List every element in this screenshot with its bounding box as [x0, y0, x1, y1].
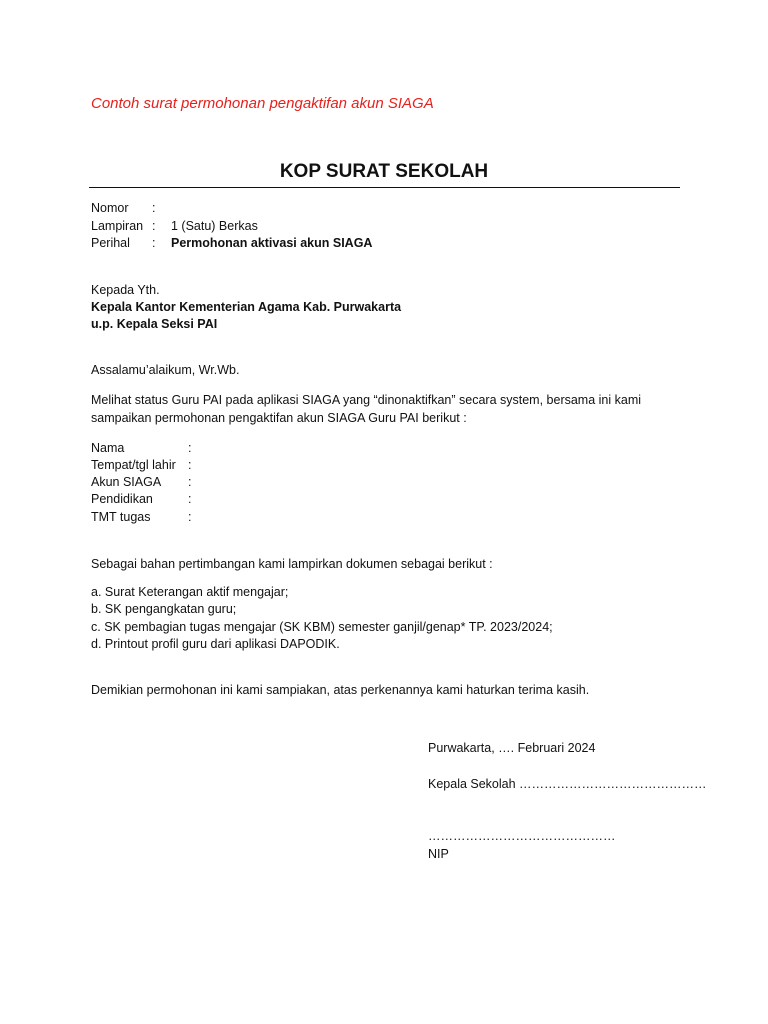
field-label: Tempat/tgl lahir	[91, 458, 176, 472]
letterhead-rule	[89, 187, 680, 188]
intro-line-1: Melihat status Guru PAI pada aplikasi SIAGA yang “dinonaktifkan” secara system, bersama ini kami	[91, 393, 642, 407]
field-label: Pendidikan	[91, 492, 153, 506]
field-separator: :	[152, 201, 156, 215]
closing-sentence: Demikian permohonan ini kami sampiakan, atas perkenannya kami haturkan terima kasih.	[91, 683, 590, 697]
field-separator: :	[188, 492, 192, 506]
recipient-line-2: u.p. Kepala Seksi PAI	[91, 317, 218, 331]
attachment-intro: Sebagai bahan pertimbangan kami lampirkan dokumen sebagai berikut :	[91, 557, 493, 571]
recipient-greeting: Kepada Yth.	[91, 283, 160, 297]
list-item: c. SK pembagian tugas mengajar (SK KBM) semester ganjil/genap* TP. 2023/2024;	[91, 620, 553, 634]
field-label: TMT tugas	[91, 510, 151, 524]
field-separator: :	[188, 441, 192, 455]
field-separator: :	[188, 475, 192, 489]
field-label: Perihal	[91, 236, 130, 250]
field-separator: :	[188, 510, 192, 524]
field-label: Akun SIAGA	[91, 475, 162, 489]
field-separator: :	[188, 458, 192, 472]
teacher-field-nama	[91, 440, 191, 458]
list-item: a. Surat Keterangan aktif mengajar;	[91, 585, 289, 599]
teacher-field-tempat-tgl-lahir	[91, 457, 191, 475]
field-value: 1 (Satu) Berkas	[171, 219, 258, 233]
place-date: Purwakarta, …. Februari 2024	[428, 741, 596, 755]
header-field-perihal	[91, 235, 372, 253]
signatory-nip: NIP	[428, 847, 449, 861]
document-caption: Contoh surat permohonan pengaktifan akun SIAGA	[91, 95, 434, 112]
field-separator: :	[152, 236, 156, 250]
intro-line-2: sampaikan permohonan pengaktifan akun SIAGA Guru PAI berikut :	[91, 411, 467, 425]
field-value: Permohonan aktivasi akun SIAGA	[171, 236, 373, 250]
list-item: b. SK pengangkatan guru;	[91, 602, 237, 616]
recipient-line-1: Kepala Kantor Kementerian Agama Kab. Purwakarta	[91, 300, 402, 314]
letterhead-title: KOP SURAT SEKOLAH	[279, 161, 489, 182]
teacher-field-akun-siaga	[91, 474, 191, 492]
teacher-field-pendidikan	[91, 491, 191, 509]
field-separator: :	[152, 219, 156, 233]
salutation: Assalamu’alaikum, Wr.Wb.	[91, 363, 240, 377]
header-field-lampiran	[91, 218, 258, 236]
signatory-name-line: ………………………………………	[428, 829, 616, 843]
signatory-position: Kepala Sekolah ………………………………………	[428, 777, 707, 791]
header-field-nomor	[91, 200, 171, 218]
field-label: Nomor	[91, 201, 129, 215]
list-item: d. Printout profil guru dari aplikasi DAPODIK.	[91, 637, 340, 651]
field-label: Lampiran	[91, 219, 144, 233]
field-label: Nama	[91, 441, 125, 455]
teacher-field-tmt-tugas	[91, 509, 191, 527]
